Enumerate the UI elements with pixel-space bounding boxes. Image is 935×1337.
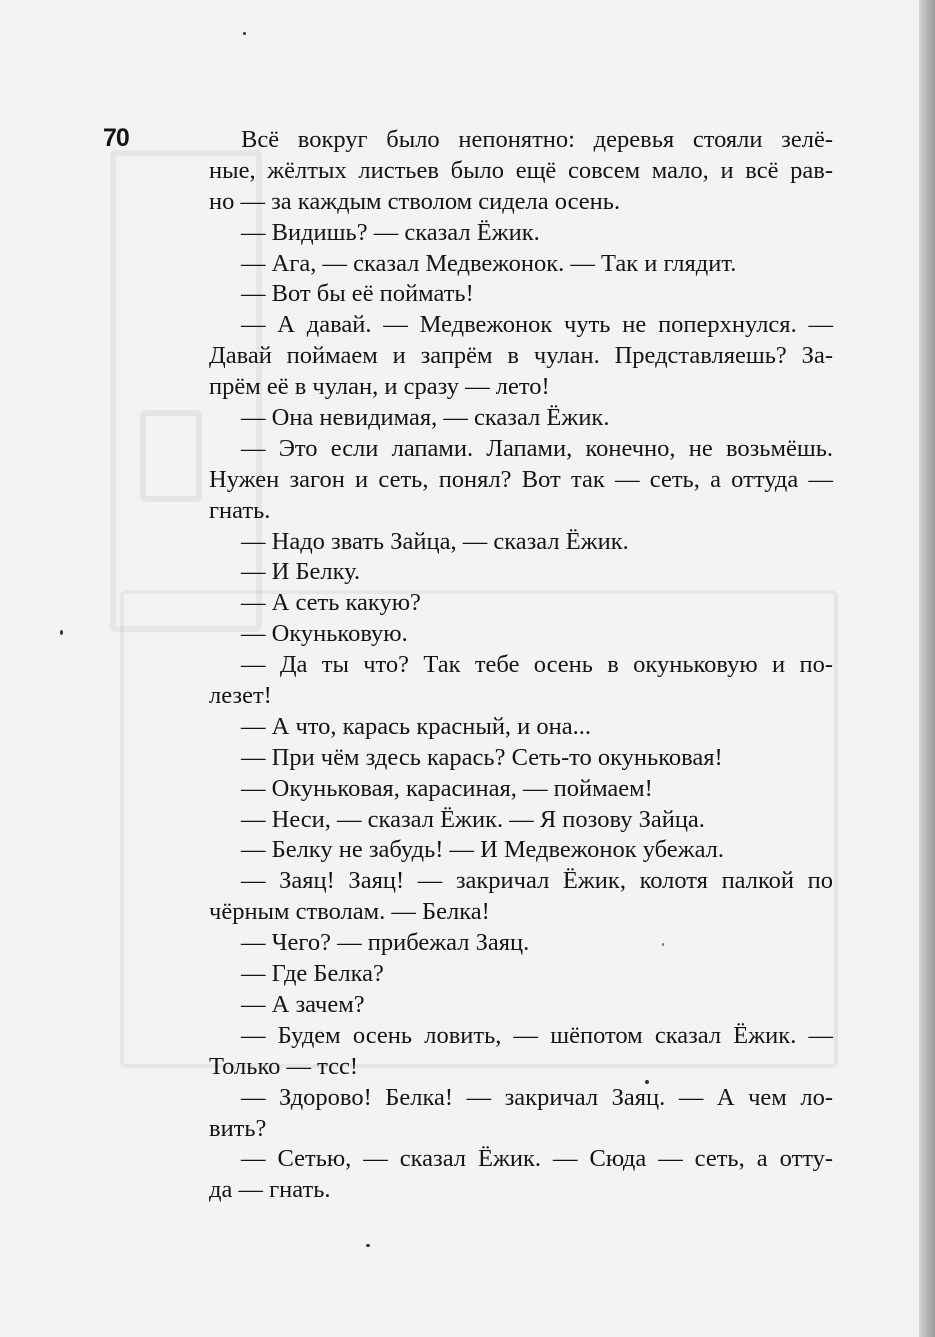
dust-speck: [243, 32, 246, 35]
text-line: — Неси, — сказал Ёжик. — Я позову Зайца.: [241, 805, 705, 833]
text-line: — Вот бы её поймать!: [241, 280, 474, 308]
text-line: чёрным стволам. — Белка!: [209, 898, 490, 926]
text-line: — Белку не забудь! — И Медвежонок убежал.: [241, 836, 725, 864]
text-line: — Заяц! Заяц! — закричал Ёжик, колотя палкой по: [241, 867, 833, 895]
page-edge-shadow: [919, 0, 935, 1337]
text-line: — Это если лапами. Лапами, конечно, не возьмёшь.: [241, 434, 833, 462]
text-line: — А сеть какую?: [241, 589, 421, 617]
text-line: Только — тсс!: [209, 1052, 359, 1080]
text-line: — Она невидимая, — сказал Ёжик.: [241, 404, 610, 432]
text-line: — Видишь? — сказал Ёжик.: [241, 218, 540, 246]
text-line: — И Белку.: [241, 558, 361, 586]
text-line: да — гнать.: [209, 1176, 331, 1204]
dust-speck: [366, 1244, 370, 1247]
text-line: — Окуньковая, карасиная, — поймаем!: [241, 774, 653, 802]
text-line: Давай поймаем и запрём в чулан. Представляешь? За-: [209, 342, 833, 370]
text-line: — Да ты что? Так тебе осень в окуньковую и по-: [241, 651, 833, 679]
text-line: — Здорово! Белка! — закричал Заяц. — А чем ло-: [241, 1083, 833, 1111]
text-line: — Сетью, — сказал Ёжик. — Сюда — сеть, а отту-: [241, 1145, 833, 1173]
text-line: — Окуньковую.: [241, 620, 408, 648]
text-line: — Где Белка?: [241, 960, 384, 988]
text-line: — А что, карась красный, и она...: [241, 712, 592, 740]
text-line: Всё вокруг было непонятно: деревья стояли зелё-: [241, 126, 833, 153]
text-line: — А давай. — Медвежонок чуть не поперхнулся. —: [241, 311, 833, 339]
text-line: вить?: [209, 1114, 267, 1142]
text-line: — Будем осень ловить, — шёпотом сказал Ёжик. —: [241, 1021, 833, 1049]
text-line: — Чего? — прибежал Заяц.: [241, 929, 530, 957]
text-line: — При чём здесь карась? Сеть-то окуньковая!: [241, 743, 723, 771]
page-number: 70: [103, 124, 129, 152]
story-text: [209, 125, 833, 1206]
text-line: — А зачем?: [241, 990, 365, 1018]
dust-speck: [60, 630, 63, 635]
text-line: — Ага, — сказал Медвежонок. — Так и глядит.: [241, 249, 737, 277]
text-line: лезет!: [209, 682, 272, 710]
text-line: но — за каждым стволом сидела осень.: [209, 187, 621, 215]
text-line: — Надо звать Зайца, — сказал Ёжик.: [241, 527, 629, 555]
text-line: прём её в чулан, и сразу — лето!: [209, 373, 550, 401]
text-line: ные, жёлтых листьев было ещё совсем мало, и всё рав-: [209, 156, 833, 184]
text-line: Нужен загон и сеть, понял? Вот так — сеть, а оттуда —: [209, 465, 833, 493]
bleed-through-illustration-detail: [140, 410, 202, 502]
text-line: гнать.: [209, 496, 271, 524]
